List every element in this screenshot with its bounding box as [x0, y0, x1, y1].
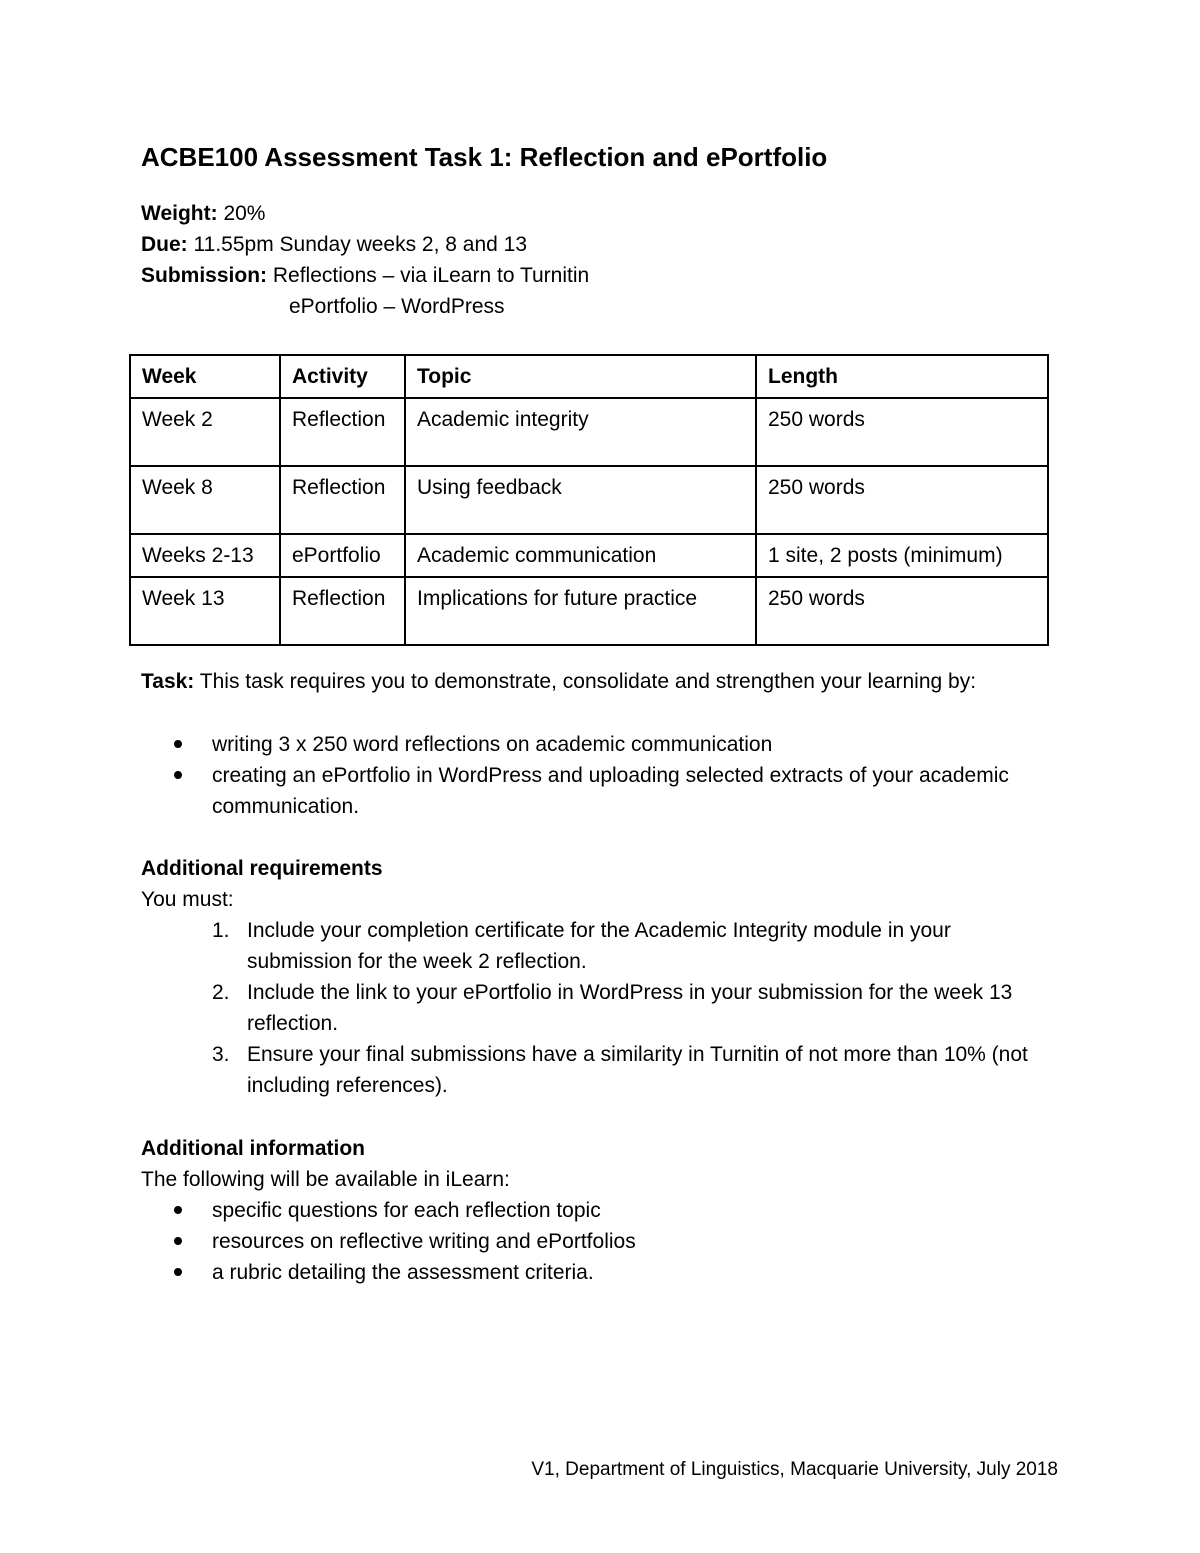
- cell-week: Week 13: [130, 577, 280, 645]
- cell-week: Week 8: [130, 466, 280, 534]
- cell-topic: Implications for future practice: [405, 577, 756, 645]
- list-item: [141, 1226, 1041, 1257]
- header-week: Week: [130, 355, 280, 398]
- list-item: [141, 1257, 1041, 1288]
- list-item: [141, 1195, 1041, 1226]
- cell-week: Week 2: [130, 398, 280, 466]
- cell-activity: Reflection: [280, 577, 405, 645]
- list-item-number: 1.: [212, 919, 230, 942]
- page-footer: V1, Department of Linguistics, Macquarie University, July 2018: [531, 1459, 1058, 1480]
- table-row: [130, 577, 1048, 645]
- list-item-text: a rubric detailing the assessment criteria.: [212, 1261, 594, 1284]
- list-item-number: 3.: [212, 1043, 230, 1066]
- list-item-text: resources on reflective writing and ePortfolios: [212, 1230, 636, 1253]
- weight-value: 20%: [223, 202, 266, 225]
- header-topic: Topic: [405, 355, 756, 398]
- information-bullet-list: [141, 1195, 1041, 1288]
- task-text: This task requires you to demonstrate, consolidate and strengthen your learning by:: [199, 670, 977, 693]
- information-intro: The following will be available in iLearn:: [141, 1168, 510, 1191]
- submission-label: Submission:: [141, 264, 268, 287]
- list-item-text: Ensure your final submissions have a similarity in Turnitin of not more than 10% (not including references).: [247, 1043, 1028, 1097]
- bullet-icon: [174, 740, 182, 748]
- bullet-icon: [174, 771, 182, 779]
- information-heading: Additional information: [141, 1137, 365, 1160]
- list-item-text: Include your completion certificate for the Academic Integrity module in your submission for the week 2 reflection.: [247, 919, 951, 973]
- requirements-heading: Additional requirements: [141, 857, 383, 880]
- cell-week: Weeks 2-13: [130, 534, 280, 577]
- cell-length: 250 words: [756, 466, 1048, 534]
- header-length: Length: [756, 355, 1048, 398]
- requirements-intro: You must:: [141, 888, 234, 911]
- requirements-list: [141, 915, 1051, 1101]
- list-item: [141, 915, 1051, 977]
- list-item: [141, 760, 1041, 822]
- table-header-row: [130, 355, 1048, 398]
- table-row: [130, 466, 1048, 534]
- cell-topic: Using feedback: [405, 466, 756, 534]
- table-row: [130, 534, 1048, 577]
- schedule-table: [129, 354, 1049, 646]
- bullet-icon: [174, 1206, 182, 1214]
- submission-value-2: ePortfolio – WordPress: [289, 295, 505, 318]
- cell-length: 1 site, 2 posts (minimum): [756, 534, 1048, 577]
- due-label: Due:: [141, 233, 188, 256]
- cell-topic: Academic communication: [405, 534, 756, 577]
- cell-length: 250 words: [756, 577, 1048, 645]
- task-bullet-list: [141, 729, 1041, 822]
- task-label: Task:: [141, 670, 195, 693]
- page-title: ACBE100 Assessment Task 1: Reflection and ePortfolio: [141, 142, 828, 172]
- list-item-text: specific questions for each reflection topic: [212, 1199, 601, 1222]
- cell-length: 250 words: [756, 398, 1048, 466]
- weight-label: Weight:: [141, 202, 218, 225]
- list-item: [141, 977, 1051, 1039]
- table-row: [130, 398, 1048, 466]
- list-item: [141, 729, 1041, 760]
- due-line: [141, 229, 527, 260]
- due-value: 11.55pm Sunday weeks 2, 8 and 13: [193, 233, 528, 256]
- cell-activity: Reflection: [280, 466, 405, 534]
- list-item: [141, 1039, 1051, 1101]
- list-item-number: 2.: [212, 981, 230, 1004]
- header-activity: Activity: [280, 355, 405, 398]
- cell-activity: ePortfolio: [280, 534, 405, 577]
- bullet-icon: [174, 1268, 182, 1276]
- submission-line: [141, 260, 589, 291]
- submission-value-1: Reflections – via iLearn to Turnitin: [272, 264, 590, 287]
- list-item-text: writing 3 x 250 word reflections on academic communication: [212, 733, 773, 756]
- task-paragraph: [141, 666, 1051, 697]
- cell-topic: Academic integrity: [405, 398, 756, 466]
- list-item-text: creating an ePortfolio in WordPress and uploading selected extracts of your academic communication.: [212, 764, 1009, 818]
- list-item-text: Include the link to your ePortfolio in WordPress in your submission for the week 13 reflection.: [247, 981, 1013, 1035]
- weight-line: [141, 198, 265, 229]
- bullet-icon: [174, 1237, 182, 1245]
- cell-activity: Reflection: [280, 398, 405, 466]
